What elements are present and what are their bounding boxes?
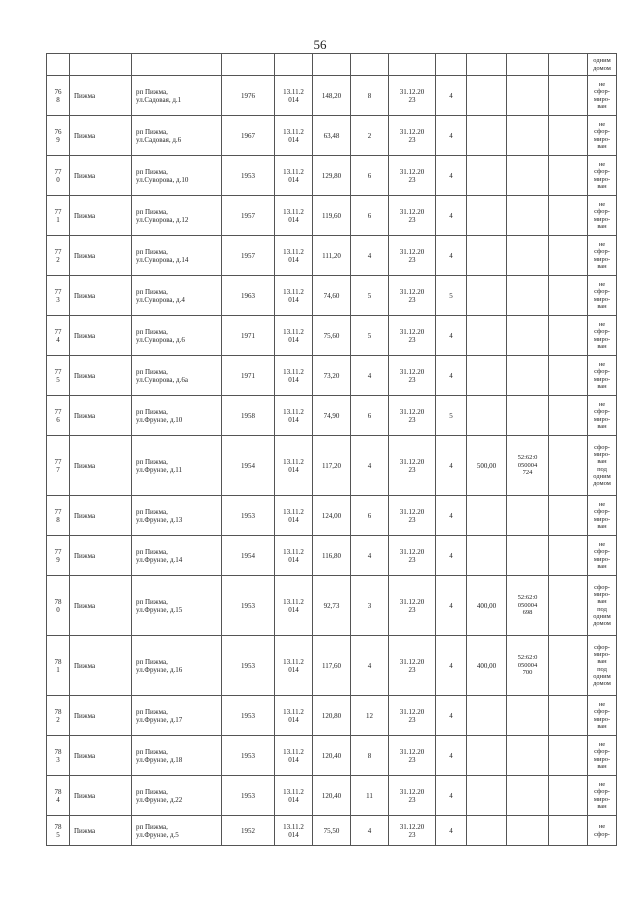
cell-note: не сфор- миро- ван	[588, 696, 617, 736]
cell-empty	[549, 356, 588, 396]
cell-address: рп Пижма, ул.Фрунзе, д.10	[132, 396, 222, 436]
cell-land-area	[467, 76, 507, 116]
cell-settlement: Пижма	[70, 496, 132, 536]
cell-date: 13.11.2 014	[275, 196, 313, 236]
cell-address: рп Пижма, ул.Фрунзе, д.13	[132, 496, 222, 536]
cell-number: 77 6	[47, 396, 70, 436]
cell-land-area	[467, 396, 507, 436]
cell-year: 1971	[222, 356, 275, 396]
table-row	[47, 536, 617, 576]
cell-year: 1953	[222, 736, 275, 776]
cell-cadastral	[507, 156, 549, 196]
cell-settlement: Пижма	[70, 436, 132, 496]
table-row	[47, 436, 617, 496]
cell-land-area	[467, 196, 507, 236]
cell-number: 78 0	[47, 576, 70, 636]
cell-residents: 5	[351, 316, 389, 356]
cell-year: 1976	[222, 76, 275, 116]
cell-note: не сфор- миро- ван	[588, 76, 617, 116]
cell-number: 78 1	[47, 636, 70, 696]
cell-cadastral	[507, 816, 549, 846]
cell-area: 148,20	[313, 76, 351, 116]
cell-deadline: 31.12.20 23	[389, 696, 436, 736]
cell-land-area	[467, 276, 507, 316]
cell-note: сфор- миро- ван под одним домом	[588, 436, 617, 496]
cell-cadastral	[507, 236, 549, 276]
cell-year: 1954	[222, 436, 275, 496]
cell-date: 13.11.2 014	[275, 736, 313, 776]
cell-residents: 4	[351, 536, 389, 576]
cell-note: не сфор- миро- ван	[588, 496, 617, 536]
cell-group: 5	[436, 396, 467, 436]
cell-land-area: 400,00	[467, 636, 507, 696]
cell-date: 13.11.2 014	[275, 696, 313, 736]
cell-address: рп Пижма, ул.Суворова, д.12	[132, 196, 222, 236]
cell-residents: 6	[351, 496, 389, 536]
cell-residents: 6	[351, 396, 389, 436]
cell-group: 5	[436, 276, 467, 316]
cell-area: 116,80	[313, 536, 351, 576]
cell-cadastral	[507, 116, 549, 156]
cell-year: 1963	[222, 276, 275, 316]
cell-note: сфор- миро- ван под одним домом	[588, 576, 617, 636]
cell-deadline: 31.12.20 23	[389, 636, 436, 696]
cell-deadline: 31.12.20 23	[389, 356, 436, 396]
cell-date: 13.11.2 014	[275, 816, 313, 846]
cell-number: 78 3	[47, 736, 70, 776]
table-row	[47, 76, 617, 116]
cell-number: 78 5	[47, 816, 70, 846]
cell-land-area: 400,00	[467, 576, 507, 636]
table-row	[47, 356, 617, 396]
cell-residents: 4	[351, 236, 389, 276]
cell-land-area	[467, 776, 507, 816]
cell-cadastral: 52:62:0 050004 724	[507, 436, 549, 496]
cell-number: 77 9	[47, 536, 70, 576]
cell-year: 1953	[222, 496, 275, 536]
cell-land-area	[467, 696, 507, 736]
cell-cadastral	[507, 696, 549, 736]
cell-residents: 4	[351, 636, 389, 696]
cell-deadline: 31.12.20 23	[389, 76, 436, 116]
cell-empty	[549, 776, 588, 816]
cell-cadastral	[507, 76, 549, 116]
housing-registry-table	[46, 53, 617, 846]
cell-address: рп Пижма, ул.Фрунзе, д.17	[132, 696, 222, 736]
cell-date: 13.11.2 014	[275, 276, 313, 316]
cell-address: рп Пижма, ул.Фрунзе, д.5	[132, 816, 222, 846]
cell-area: 119,60	[313, 196, 351, 236]
cell-empty	[549, 536, 588, 576]
cell-group: 4	[436, 816, 467, 846]
cell-deadline: 31.12.20 23	[389, 436, 436, 496]
cell-settlement: Пижма	[70, 576, 132, 636]
table-row	[47, 276, 617, 316]
cell-empty	[549, 576, 588, 636]
cell-area: 74,60	[313, 276, 351, 316]
cell-deadline: 31.12.20 23	[389, 196, 436, 236]
cell-date: 13.11.2 014	[275, 636, 313, 696]
cell-empty	[549, 736, 588, 776]
cell-number: 76 9	[47, 116, 70, 156]
cell-date: 13.11.2 014	[275, 396, 313, 436]
page-number: 56	[313, 37, 327, 52]
cell-note: сфор- миро- ван под одним домом	[588, 636, 617, 696]
cell-deadline: 31.12.20 23	[389, 536, 436, 576]
cell-empty	[549, 76, 588, 116]
cell-year: 1957	[222, 196, 275, 236]
cell-area: 124,00	[313, 496, 351, 536]
cell-year: 1953	[222, 156, 275, 196]
cell-area: 63,48	[313, 116, 351, 156]
cell-year: 1952	[222, 816, 275, 846]
cell-settlement: Пижма	[70, 816, 132, 846]
cell-empty	[549, 816, 588, 846]
cell-deadline: 31.12.20 23	[389, 276, 436, 316]
cell-residents: 4	[351, 436, 389, 496]
cell-residents: 2	[351, 116, 389, 156]
cell-area: 92,73	[313, 576, 351, 636]
cell-number: 78 2	[47, 696, 70, 736]
cell-group: 4	[436, 576, 467, 636]
cell-cadastral	[507, 736, 549, 776]
cell-land-area	[467, 816, 507, 846]
cell-note: не сфор- миро- ван	[588, 316, 617, 356]
cell-note: не сфор- миро- ван	[588, 236, 617, 276]
cell-note: не сфор- миро- ван	[588, 156, 617, 196]
cell-settlement: Пижма	[70, 196, 132, 236]
cell-address: рп Пижма, ул.Фрунзе, д.14	[132, 536, 222, 576]
cell-empty	[549, 636, 588, 696]
cell-address: рп Пижма, ул.Фрунзе, д.16	[132, 636, 222, 696]
cell-number: 77 5	[47, 356, 70, 396]
cell-deadline: 31.12.20 23	[389, 576, 436, 636]
cell-deadline: 31.12.20 23	[389, 396, 436, 436]
table-row	[47, 316, 617, 356]
cell-address: рп Пижма, ул.Фрунзе, д.11	[132, 436, 222, 496]
cell-area: 75,50	[313, 816, 351, 846]
table-row	[47, 156, 617, 196]
cell-cadastral	[507, 316, 549, 356]
cell-address: рп Пижма, ул.Фрунзе, д.22	[132, 776, 222, 816]
cell-group: 4	[436, 196, 467, 236]
cell-area: 75,60	[313, 316, 351, 356]
cell-land-area	[467, 496, 507, 536]
cell-empty	[549, 396, 588, 436]
table-row	[47, 196, 617, 236]
cell-date: 13.11.2 014	[275, 776, 313, 816]
table-row	[47, 236, 617, 276]
cell-address: рп Пижма, ул.Суворова, д.6	[132, 316, 222, 356]
cell-note: не сфор- миро- ван	[588, 396, 617, 436]
cell-note: не сфор- миро- ван	[588, 276, 617, 316]
cell-group: 4	[436, 496, 467, 536]
cell-residents: 11	[351, 776, 389, 816]
cell-date: 13.11.2 014	[275, 316, 313, 356]
cell-settlement: Пижма	[70, 236, 132, 276]
cell-group: 4	[436, 636, 467, 696]
cell-note: не сфор- миро- ван	[588, 536, 617, 576]
table-row	[47, 776, 617, 816]
cell-deadline: 31.12.20 23	[389, 736, 436, 776]
cell-date: 13.11.2 014	[275, 496, 313, 536]
cell-deadline: 31.12.20 23	[389, 156, 436, 196]
table-row	[47, 576, 617, 636]
cell-settlement: Пижма	[70, 776, 132, 816]
cell-date: 13.11.2 014	[275, 156, 313, 196]
cell-group: 4	[436, 776, 467, 816]
cell-number: 77 8	[47, 496, 70, 536]
cell-empty	[549, 696, 588, 736]
cell-settlement: Пижма	[70, 276, 132, 316]
cell-group: 4	[436, 156, 467, 196]
cell-area: 120,40	[313, 736, 351, 776]
cell-residents: 8	[351, 76, 389, 116]
cell-year: 1954	[222, 536, 275, 576]
cell-number: 77 1	[47, 196, 70, 236]
cell-address: рп Пижма, ул.Суворова, д.4	[132, 276, 222, 316]
cell-group: 4	[436, 736, 467, 776]
cell-year: 1953	[222, 636, 275, 696]
cell-residents: 6	[351, 156, 389, 196]
cell-date: 13.11.2 014	[275, 536, 313, 576]
cell-number: 77 2	[47, 236, 70, 276]
table-row	[47, 396, 617, 436]
table-row	[47, 816, 617, 846]
cell-year: 1957	[222, 236, 275, 276]
cell-group: 4	[436, 236, 467, 276]
cell-settlement: Пижма	[70, 76, 132, 116]
cell-cadastral	[507, 196, 549, 236]
cell-address: рп Пижма, ул.Фрунзе, д.18	[132, 736, 222, 776]
cell-cadastral	[507, 776, 549, 816]
cell-note: не сфор- миро- ван	[588, 196, 617, 236]
cell-empty	[549, 236, 588, 276]
cell-cadastral	[507, 276, 549, 316]
cell-number: 77 7	[47, 436, 70, 496]
cell-cadastral	[507, 356, 549, 396]
cell-deadline: 31.12.20 23	[389, 816, 436, 846]
cell-group: 4	[436, 76, 467, 116]
cell-year: 1967	[222, 116, 275, 156]
cell-group: 4	[436, 436, 467, 496]
cell-group: 4	[436, 696, 467, 736]
cell-date: 13.11.2 014	[275, 436, 313, 496]
cell-land-area	[467, 236, 507, 276]
cell-deadline: 31.12.20 23	[389, 496, 436, 536]
cell-date: 13.11.2 014	[275, 76, 313, 116]
cell-settlement: Пижма	[70, 736, 132, 776]
cell-residents: 5	[351, 276, 389, 316]
table-row-continuation	[47, 54, 617, 76]
cell-number: 77 3	[47, 276, 70, 316]
cell-group: 4	[436, 116, 467, 156]
cell-date: 13.11.2 014	[275, 356, 313, 396]
cell-note: не сфор-	[588, 816, 617, 846]
cell-note: не сфор- миро- ван	[588, 116, 617, 156]
cell-number: 76 8	[47, 76, 70, 116]
table-row	[47, 496, 617, 536]
cell-number: 77 4	[47, 316, 70, 356]
cell-land-area	[467, 736, 507, 776]
cell-date: 13.11.2 014	[275, 576, 313, 636]
cell-note: не сфор- миро- ван	[588, 776, 617, 816]
cell-empty	[549, 276, 588, 316]
cell-note: не сфор- миро- ван	[588, 736, 617, 776]
cell-cadastral: 52:62:0 050004 698	[507, 576, 549, 636]
cell-residents: 4	[351, 356, 389, 396]
cell-group: 4	[436, 356, 467, 396]
cell-year: 1953	[222, 696, 275, 736]
table-row	[47, 736, 617, 776]
cell-date: 13.11.2 014	[275, 116, 313, 156]
cell-land-area	[467, 536, 507, 576]
cell-area: 120,40	[313, 776, 351, 816]
cell-group: 4	[436, 316, 467, 356]
cell-settlement: Пижма	[70, 536, 132, 576]
cell-settlement: Пижма	[70, 396, 132, 436]
cell-residents: 8	[351, 736, 389, 776]
cell-cadastral	[507, 536, 549, 576]
cell-year: 1958	[222, 396, 275, 436]
cell-area: 120,80	[313, 696, 351, 736]
cell-empty	[549, 156, 588, 196]
cell-settlement: Пижма	[70, 636, 132, 696]
cell-address: рп Пижма, ул.Садовая, д.1	[132, 76, 222, 116]
cell-empty	[549, 436, 588, 496]
cell-area: 129,80	[313, 156, 351, 196]
cell-number: 77 0	[47, 156, 70, 196]
cell-area: 117,60	[313, 636, 351, 696]
cell-settlement: Пижма	[70, 116, 132, 156]
table-row	[47, 696, 617, 736]
cell-residents: 3	[351, 576, 389, 636]
cell-address: рп Пижма, ул.Суворова, д.14	[132, 236, 222, 276]
cell-land-area	[467, 156, 507, 196]
cell-address: рп Пижма, ул.Суворова, д.10	[132, 156, 222, 196]
cell-deadline: 31.12.20 23	[389, 116, 436, 156]
cell-cadastral	[507, 496, 549, 536]
cell-year: 1971	[222, 316, 275, 356]
cell-empty	[549, 316, 588, 356]
cell-address: рп Пижма, ул.Садовая, д.6	[132, 116, 222, 156]
cell-address: рп Пижма, ул.Фрунзе, д.15	[132, 576, 222, 636]
cell-land-area: 500,00	[467, 436, 507, 496]
cell-land-area	[467, 316, 507, 356]
table-row	[47, 116, 617, 156]
cell-year: 1953	[222, 776, 275, 816]
cell-settlement: Пижма	[70, 696, 132, 736]
cell-cadastral: 52:62:0 050004 700	[507, 636, 549, 696]
cell-residents: 4	[351, 816, 389, 846]
cell-residents: 6	[351, 196, 389, 236]
cell-deadline: 31.12.20 23	[389, 236, 436, 276]
cell-area: 117,20	[313, 436, 351, 496]
cell-empty	[549, 196, 588, 236]
cell-land-area	[467, 356, 507, 396]
cell-deadline: 31.12.20 23	[389, 316, 436, 356]
cell-area: 73,20	[313, 356, 351, 396]
cell-settlement: Пижма	[70, 156, 132, 196]
cell-residents: 12	[351, 696, 389, 736]
cell-date: 13.11.2 014	[275, 236, 313, 276]
cell-group: 4	[436, 536, 467, 576]
cell-year: 1953	[222, 576, 275, 636]
cell-settlement: Пижма	[70, 316, 132, 356]
cell-land-area	[467, 116, 507, 156]
cell-deadline: 31.12.20 23	[389, 776, 436, 816]
cell-area: 74,90	[313, 396, 351, 436]
cell-note: одним домом	[588, 54, 617, 76]
cell-empty	[549, 496, 588, 536]
cell-area: 111,20	[313, 236, 351, 276]
cell-settlement: Пижма	[70, 356, 132, 396]
cell-empty	[549, 116, 588, 156]
cell-number: 78 4	[47, 776, 70, 816]
cell-cadastral	[507, 396, 549, 436]
table-row	[47, 636, 617, 696]
cell-address: рп Пижма, ул.Суворова, д.6а	[132, 356, 222, 396]
cell-note: не сфор- миро- ван	[588, 356, 617, 396]
